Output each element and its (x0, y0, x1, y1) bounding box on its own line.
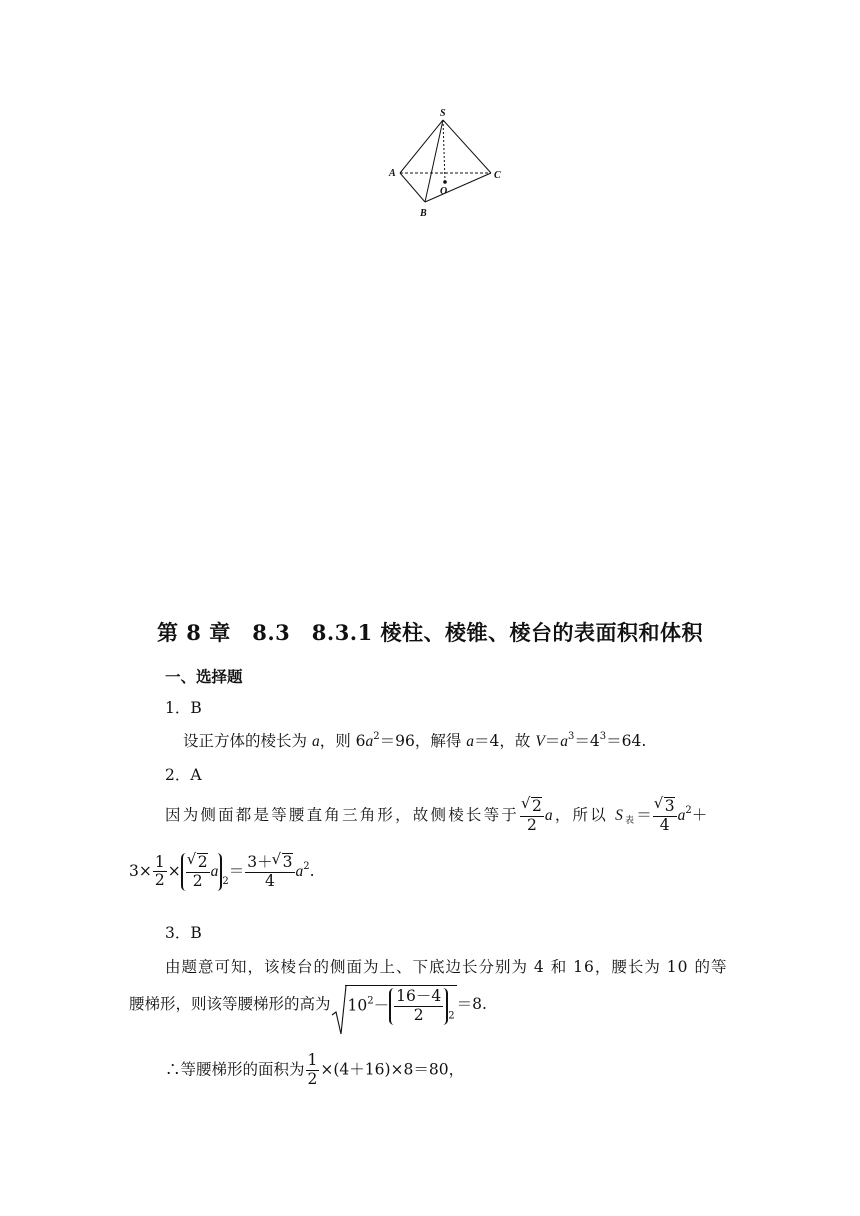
point-o (443, 180, 447, 184)
section-heading: 一、选择题 (165, 667, 243, 686)
q3-solution-line3: ∴等腰梯形的面积为 $\frac{1}{2}$ ×(4＋16)×8＝80， (165, 1051, 465, 1088)
q1-answer: 1．B (165, 699, 202, 717)
q3-answer: 3．B (165, 924, 202, 942)
height-so (443, 120, 445, 182)
label-c: C (494, 170, 501, 181)
edge-sa (400, 120, 443, 173)
chapter-title: 第 8 章 8.3 8.3.1 棱柱、棱锥、棱台的表面积和体积 (157, 620, 704, 645)
q3-solution-line2: 腰梯形，则该等腰梯形的高为 $10^2-$ $\frac{16-4}{2}$ $^2$＝8. (129, 985, 487, 1025)
pyramid-figure (385, 104, 510, 222)
q2-solution-line1: 因为侧面都是等腰直角三角形，故侧棱长等于 √ $\frac{2}{2}$ a，所以 $S_表=$ √ $\frac{3}{4}$ $a^2+$ (165, 797, 707, 835)
q2-solution-line2: 3× $\frac{1}{2}$ × √ $\frac{2}{2}$ $a^2=$ $\frac{3+√ 3}{4}$ $a^2$. (129, 853, 315, 891)
q1-solution: 设正方体的棱长为 a，则 $6a^2=96$，解得 a＝4，故 $V=a^3=4^3=64$. (183, 731, 647, 750)
edge-ab (400, 173, 425, 202)
label-b: B (420, 208, 427, 219)
edge-sc (443, 120, 491, 173)
label-s: S (440, 108, 446, 119)
label-o: O (440, 186, 448, 197)
label-a: A (389, 168, 396, 179)
q2-answer: 2．A (165, 766, 202, 784)
sqrt-expression: $10^2-$ $\frac{16-4}{2}$ $^2$ (331, 985, 457, 1025)
q3-solution-line1: 由题意可知，该棱台的侧面为上、下底边长分别为 4 和 16，腰长为 10 的等 (165, 958, 728, 976)
edge-bc (425, 173, 491, 202)
